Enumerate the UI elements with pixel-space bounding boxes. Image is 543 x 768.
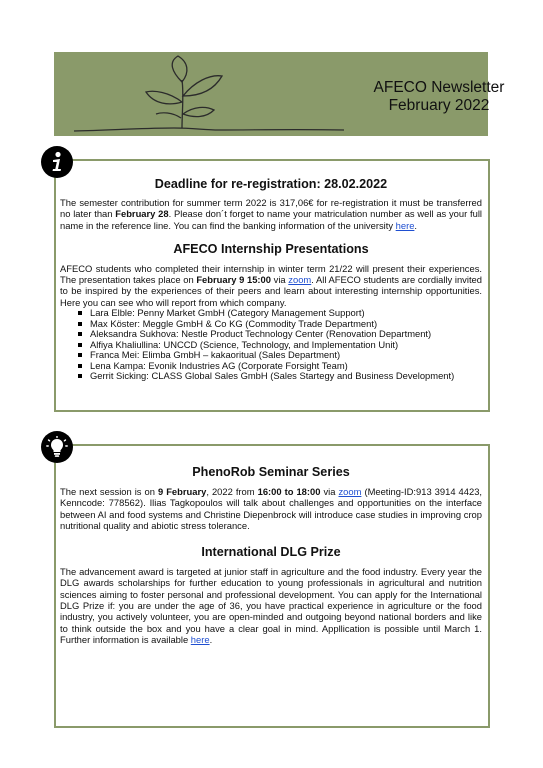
dlg-heading: International DLG Prize <box>201 545 341 560</box>
dlg-text <box>60 566 482 645</box>
list-item: Lara Elble: Penny Market GmbH (Category Management Support) <box>90 308 482 319</box>
dlg-text-a: The advancement award is targeted at junior staff in agriculture and the food industry. Every year the DLG awards scholarships for further education to young professionals in agricultural and nutrition sciences aiming to foster personal and professional development. You can apply for the International DLG Prize if: you are under the age of 36, you have practical experience in agriculture or the food industry, you actively volunteer, you are open-minded and outgoing beyond national borders and like to think outside the box and you have a clear goal in mind. Appllication is possible until March 1. Further information is available <box>60 566 482 645</box>
newsletter-title <box>354 79 524 115</box>
list-item: Alfiya Khaliullina: UNCCD (Science, Technology, and Implementation Unit) <box>90 340 482 351</box>
newsletter-banner <box>54 52 505 136</box>
info-icon <box>41 146 73 178</box>
list-item: Gerrit Sicking: CLASS Global Sales GmbH (Sales Startegy and Business Development) <box>90 371 482 382</box>
deadline-text-a: The semester contribution for summer term 2022 is 317,06€ for re-registration it must be transferred no later than <box>60 197 482 220</box>
phenorob-text-d: (Meeting-ID:913 3914 4423, Kenncode: 778562). Ilias Tagkopoulos will talk about challenges and opportunities on the interface between AI and food systems and Christine Diepenbrock will introduce case studies in improving crop nutritional quality and abiotic stress tolerance. <box>60 486 483 531</box>
deadline-text-end: . <box>414 219 418 231</box>
phenorob-time: 16:00 to 18:00 <box>257 486 321 497</box>
phenorob-text-b: , 2022 from <box>206 486 258 497</box>
deadline-heading: Deadline for re-registration: 28.02.2022 <box>154 177 388 191</box>
presenter-list <box>60 308 482 382</box>
phenorob-zoom-link[interactable]: zoom <box>338 486 362 497</box>
phenorob-heading: PhenoRob Seminar Series <box>192 465 350 479</box>
lightbulb-icon <box>41 431 73 463</box>
list-item: Max Köster: Meggle GmbH & Co KG (Commodity Trade Department) <box>90 319 482 330</box>
internship-text-a: AFECO students who completed their internship in winter term 21/22 will present their experiences. The presentation takes place on <box>60 262 482 286</box>
internship-date: February 9 15:00 <box>196 274 271 286</box>
phenorob-text-a: The next session is on <box>60 486 158 497</box>
phenorob-text <box>60 486 482 531</box>
dlg-text-end: . <box>209 633 213 645</box>
dlg-info-link[interactable]: here <box>190 633 210 645</box>
section-box-ideas <box>54 444 490 728</box>
internship-text-b: via <box>270 274 289 286</box>
list-item: Franca Mei: Elimba GmbH – kakaoritual (Sales Department) <box>90 350 482 361</box>
deadline-text-b: . Please don´t forget to name your matriculation number as well as your full name in the reference line. You can find the banking information of the university <box>60 208 483 231</box>
sprout-icon <box>54 52 354 136</box>
phenorob-text-c: via <box>320 486 339 497</box>
title-line-1: AFECO Newsletter <box>373 79 505 96</box>
internship-text-c: . All AFECO students are cordially invited to be inspired by the experiences of their peers and learn about interesting internship opportunities. Here you can see who will report from which company. <box>60 274 482 308</box>
title-line-2: February 2022 <box>388 97 490 114</box>
deadline-text <box>60 197 482 231</box>
list-item: Lena Kampa: Evonik Industries AG (Corporate Forsight Team) <box>90 361 482 372</box>
list-item: Aleksandra Sukhova: Nestle Product Technology Center (Renovation Department) <box>90 329 482 340</box>
section-box-info <box>54 159 490 412</box>
internship-zoom-link[interactable]: zoom <box>288 274 312 286</box>
phenorob-date: 9 February <box>157 486 207 497</box>
banking-info-link[interactable]: here <box>395 219 415 231</box>
internship-heading: AFECO Internship Presentations <box>173 241 369 256</box>
internship-text <box>60 263 482 308</box>
deadline-date: February 28 <box>115 208 169 220</box>
